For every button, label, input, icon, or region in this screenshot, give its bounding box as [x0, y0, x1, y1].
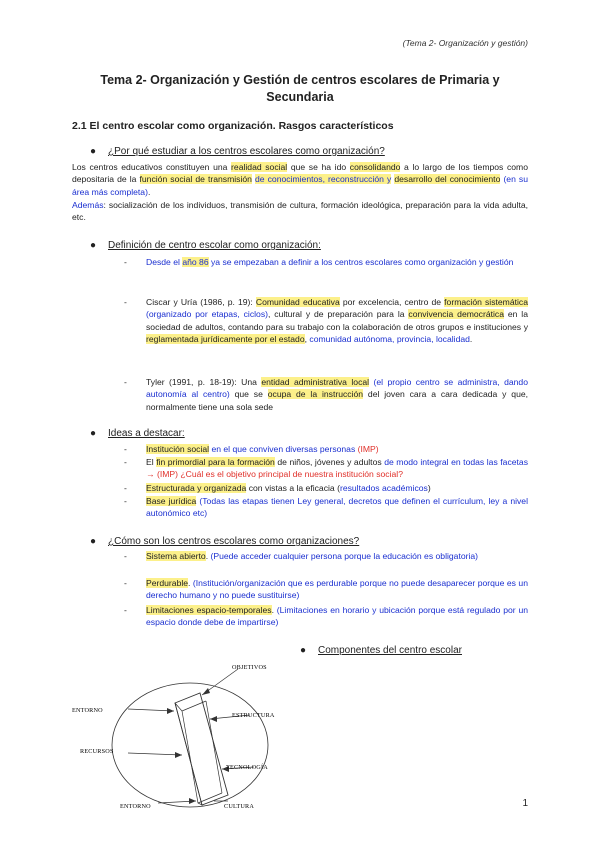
list-item-tyler: - Tyler (1991, p. 18-19): Una entidad administrativa local (el propio centro se administra, dando autonomía al centro) que se ocupa de la instrucción del joven cara a cara dedicada y que, normalmente tiene una sola sede: [124, 377, 529, 412]
label-entorno-top: ENTORNO: [72, 707, 103, 714]
page-title: [60, 72, 540, 106]
diagram-prism-face: [175, 693, 228, 805]
paragraph-why-study: Los centros educativos constituyen una realidad social que se ha ido consolidando a lo largo de los tiempos como depositaria de la función social de transmisión de conocimientos, reconstrucción y desarrollo del conocimiento (en su área más completa).: [72, 162, 529, 197]
section-heading: 2.1 El centro escolar como organización. Rasgos característicos: [72, 120, 394, 132]
running-header: (Tema 2- Organización y gestión): [402, 38, 528, 48]
label-tecnologia: TECNOLOGÍA: [226, 764, 268, 771]
label-cultura: CULTURA: [224, 803, 255, 810]
list-item-ciscar-uria: - Ciscar y Uría (1986, p. 19): Comunidad educativa por excelencia, centro de formación sistemática (organizado por etapas, ciclos), cultural y de preparación para la convivencia democrática en la sociedad de adultos, contando para su trabajo con la colaboración de otros grupos e instituciones y reglamentada jurídicamente por el estado, comunidad autónoma, provincia, localidad.: [124, 297, 528, 345]
diagram-ellipse: [112, 683, 268, 807]
list-item-limitaciones: - Limitaciones espacio-temporales. (Limitaciones en horario y ubicación porque está regulado por un espacio donde debe de impartirse): [124, 605, 529, 628]
bullet-heading-definition: ● Definición de centro escolar como organización:: [90, 240, 321, 251]
label-estructura: ESTRUCTURA: [232, 712, 275, 719]
bullet-dot-icon: ●: [90, 146, 97, 157]
bullet-heading-components: ● Componentes del centro escolar: [300, 645, 462, 656]
list-item-estructurada: - Estructurada y organizada con vistas a la eficacia (resultados académicos): [124, 483, 431, 493]
title-line-1: Tema 2- Organización y Gestión de centros escolares de Primaria y: [100, 73, 500, 87]
components-diagram: [70, 655, 300, 815]
list-item-perdurable: - Perdurable. (Institución/organización que es perdurable porque no puede desaparecer porque es un derecho humano y no puede sustituirse): [124, 578, 528, 601]
bullet-dot-icon: ●: [300, 645, 307, 656]
label-entorno-bottom: ENTORNO: [120, 803, 151, 810]
list-item-desde-86: - Desde el año 86 ya se empezaban a definir a los centros escolares como organización y gestión: [124, 257, 514, 267]
label-objetivos: OBJETIVOS: [232, 664, 267, 671]
list-item-fin-primordial: - El fin primordial para la formación de niños, jóvenes y adultos de modo integral en todas las facetas → (IMP) ¿Cuál es el objetivo principal de nuestra institución social?: [124, 457, 528, 480]
bullet-heading-how-are: ● ¿Cómo son los centros escolares como organizaciones?: [90, 536, 360, 547]
label-recursos: RECURSOS: [80, 748, 114, 755]
list-item-institucion-social: - Institución social en el que conviven diversas personas (IMP): [124, 444, 379, 454]
bullet-heading-ideas: ● Ideas a destacar:: [90, 428, 185, 439]
list-item-sistema-abierto: - Sistema abierto. (Puede acceder cualquier persona porque la educación es obligatoria): [124, 551, 479, 561]
page-number: 1: [522, 798, 528, 809]
paragraph-ademas: Además: socialización de los individuos, transmisión de cultura, formación ideológica, preparación para la vida adulta, etc.: [72, 200, 528, 223]
list-item-base-juridica: - Base jurídica (Todas las etapas tienen Ley general, decretos que definen el currículum, ley a nivel autonómico etc): [124, 496, 528, 519]
bullet-dot-icon: ●: [90, 428, 97, 439]
bullet-dot-icon: ●: [90, 536, 97, 547]
bullet-dot-icon: ●: [90, 240, 97, 251]
title-line-2: Secundaria: [266, 90, 334, 104]
bullet-heading-why-study: ● ¿Por qué estudiar a los centros escolares como organización?: [90, 146, 385, 157]
arrow-recursos: [128, 753, 182, 755]
